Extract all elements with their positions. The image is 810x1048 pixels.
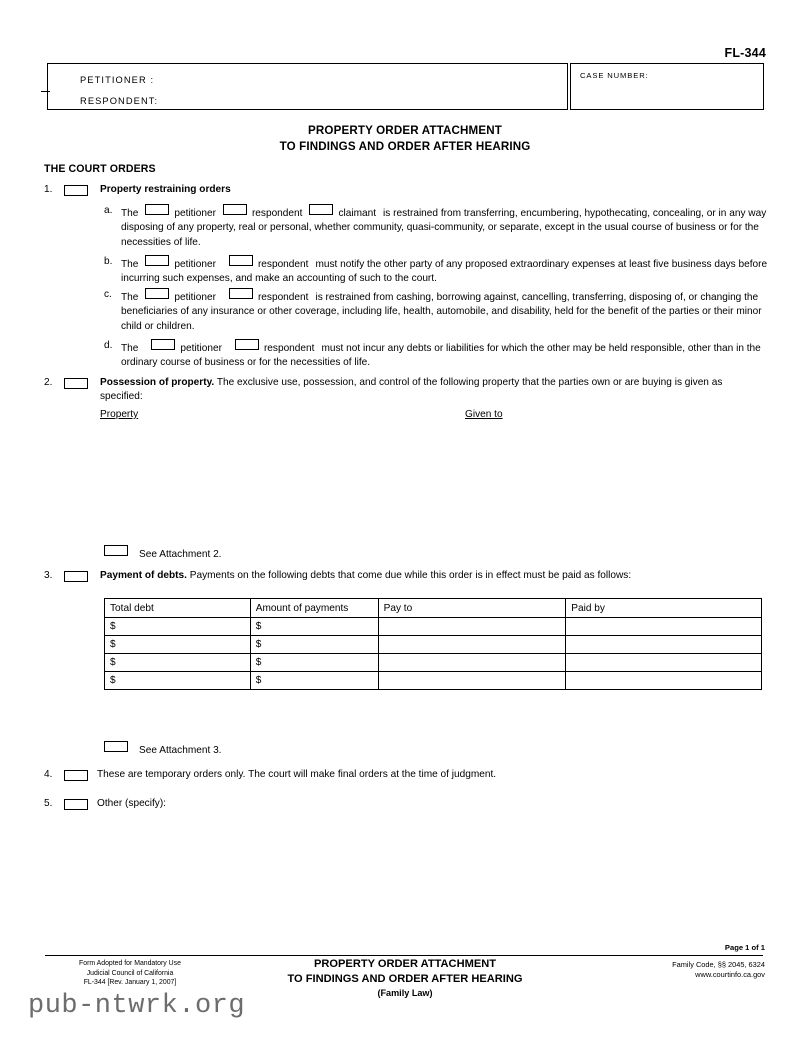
item-1c-petitioner-checkbox[interactable] <box>145 288 169 299</box>
case-number-label: CASE NUMBER: <box>580 71 649 80</box>
see-attachment-3-label: See Attachment 3. <box>139 745 222 756</box>
table-row <box>105 672 762 690</box>
item-1b-petitioner-label: petitioner <box>174 259 216 270</box>
see-attachment-2-label: See Attachment 2. <box>139 549 222 560</box>
debt-cell-paid-by[interactable] <box>566 654 762 672</box>
debt-col-header-total-debt: Total debt <box>105 599 251 618</box>
debt-cell-amount[interactable]: $ <box>250 654 378 672</box>
item-1c-text: is restrained from cashing, borrowing against, cancelling, transferring, disposing of, or changing the beneficiaries of any insurance or other coverage, including life, health, automobile, and disability, held for the benefit of the parties or their minor child or children. <box>121 292 762 332</box>
footer-divider <box>45 955 763 956</box>
item-2-checkbox[interactable] <box>64 378 88 389</box>
court-orders-heading: THE COURT ORDERS <box>44 163 156 175</box>
debt-cell-total[interactable]: $ <box>105 618 251 636</box>
item-1a-lead: The <box>121 208 139 219</box>
item-1a <box>104 204 776 250</box>
table-row <box>105 636 762 654</box>
item-3-checkbox[interactable] <box>64 571 88 582</box>
footer-form-revision: FL-344 [Rev. January 1, 2007] <box>83 979 177 987</box>
item-1d-letter: d. <box>104 340 113 351</box>
watermark: pub-ntwrk.org <box>28 991 246 1021</box>
footer-adoption-line2: Judicial Council of California <box>86 969 174 977</box>
see-attachment-3-row[interactable] <box>104 741 222 756</box>
respondent-label: RESPONDENT: <box>80 96 159 106</box>
debt-cell-paid-by[interactable] <box>566 636 762 654</box>
item-5 <box>44 797 764 811</box>
item-4-number: 4. <box>44 769 53 780</box>
item-1-heading: Property restraining orders <box>100 184 231 195</box>
item-4-checkbox[interactable] <box>64 770 88 781</box>
item-1-number: 1. <box>44 184 53 195</box>
item-1d-respondent-checkbox[interactable] <box>235 339 259 350</box>
debt-cell-total[interactable]: $ <box>105 654 251 672</box>
item-1b-text: must notify the other party of any proposed extraordinary expenses at least five business days before incurring such expenses, and make an accounting of such to the court. <box>121 259 768 285</box>
page-title <box>0 123 810 155</box>
debt-cell-paid-by[interactable] <box>566 672 762 690</box>
item-3-heading: Payment of debts. <box>100 570 187 581</box>
see-attachment-2-checkbox[interactable] <box>104 545 128 556</box>
item-1b-petitioner-checkbox[interactable] <box>145 255 169 266</box>
item-3-number: 3. <box>44 570 53 581</box>
item-1a-respondent-label: respondent <box>251 208 303 219</box>
item-1d-text: must not incur any debts or liabilities for which the other may be held responsible, other than in the ordinary course of business or for the necessities of life. <box>121 343 761 369</box>
debt-cell-total[interactable]: $ <box>105 672 251 690</box>
item-3-text: Payments on the following debts that come due while this order is in effect must be paid as follows: <box>189 570 632 581</box>
footer-title-line2: TO FINDINGS AND ORDER AFTER HEARING <box>287 972 523 985</box>
item-3 <box>44 569 774 583</box>
footer-title-line1: PROPERTY ORDER ATTACHMENT <box>313 958 497 970</box>
header-boxes <box>47 63 764 110</box>
item-2 <box>44 376 764 405</box>
payment-of-debts-table <box>104 598 762 690</box>
debt-cell-pay-to[interactable] <box>378 636 566 654</box>
debt-cell-amount[interactable]: $ <box>250 618 378 636</box>
page-indicator: Page 1 of 1 <box>724 943 765 952</box>
case-number-box[interactable] <box>570 63 764 110</box>
page-title-line2: TO FINDINGS AND ORDER AFTER HEARING <box>279 140 531 153</box>
debt-cell-total[interactable]: $ <box>105 636 251 654</box>
debt-cell-amount[interactable]: $ <box>250 672 378 690</box>
item-1c-letter: c. <box>104 289 112 300</box>
item-1d-petitioner-checkbox[interactable] <box>151 339 175 350</box>
debt-cell-amount[interactable]: $ <box>250 636 378 654</box>
page-title-line1: PROPERTY ORDER ATTACHMENT <box>308 124 502 137</box>
see-attachment-3-checkbox[interactable] <box>104 741 128 752</box>
item-1b-options <box>121 259 315 270</box>
possession-property-header: Property <box>100 409 139 420</box>
item-1a-petitioner-label: petitioner <box>174 208 216 219</box>
item-1b-respondent-label: respondent <box>257 259 309 270</box>
item-4-text: These are temporary orders only. The court will make final orders at the time of judgment. <box>97 769 497 780</box>
debt-col-header-paid-by: Paid by <box>566 599 762 618</box>
form-number: FL-344 <box>724 46 766 60</box>
debt-cell-pay-to[interactable] <box>378 654 566 672</box>
item-1a-respondent-checkbox[interactable] <box>223 204 247 215</box>
item-1d-lead: The <box>121 343 139 354</box>
item-2-number: 2. <box>44 377 53 388</box>
debt-table-header-row <box>105 599 762 618</box>
item-1c-respondent-label: respondent <box>257 292 309 303</box>
item-1d-petitioner-label: petitioner <box>180 343 222 354</box>
item-1b-lead: The <box>121 259 139 270</box>
item-1 <box>44 183 764 197</box>
item-2-heading: Possession of property. <box>100 377 215 388</box>
item-5-number: 5. <box>44 798 53 809</box>
item-1c <box>104 288 776 334</box>
footer-title-line3: (Family Law) <box>377 988 433 999</box>
debt-cell-pay-to[interactable] <box>378 672 566 690</box>
footer-legal-reference <box>672 960 765 981</box>
item-1a-claimant-checkbox[interactable] <box>309 204 333 215</box>
party-names-box[interactable] <box>47 63 568 110</box>
item-1-checkbox[interactable] <box>64 185 88 196</box>
petitioner-label: PETITIONER : <box>80 75 155 85</box>
item-1b-respondent-checkbox[interactable] <box>229 255 253 266</box>
item-1d-respondent-label: respondent <box>263 343 315 354</box>
table-row <box>105 618 762 636</box>
item-1a-petitioner-checkbox[interactable] <box>145 204 169 215</box>
item-1a-letter: a. <box>104 205 113 216</box>
item-1a-options <box>121 208 383 219</box>
item-1a-text: is restrained from transferring, encumbering, hypothecating, concealing, or in any way disposing of any property, real or personal, whether community, quasi-community, or separate, except in the usual course of business or for the necessities of life. <box>121 208 767 248</box>
debt-table-body <box>105 599 762 690</box>
item-5-checkbox[interactable] <box>64 799 88 810</box>
debt-cell-paid-by[interactable] <box>566 618 762 636</box>
footer-website: www.courtinfo.ca.gov <box>695 970 765 980</box>
item-1d-options <box>121 343 321 354</box>
item-1a-claimant-label: claimant <box>338 208 377 219</box>
item-1c-respondent-checkbox[interactable] <box>229 288 253 299</box>
footer-adoption-line1: Form Adopted for Mandatory Use <box>79 960 181 967</box>
item-2-text: The exclusive use, possession, and control of the following property that the parties own or are buying is given as specified: <box>100 377 723 403</box>
party-box-tick <box>41 91 50 92</box>
item-4 <box>44 768 764 782</box>
debt-col-header-pay-to: Pay to <box>378 599 566 618</box>
item-1c-options <box>121 292 315 303</box>
see-attachment-2-row[interactable] <box>104 545 222 560</box>
item-1d <box>104 339 776 371</box>
item-5-text: Other (specify): <box>97 798 166 809</box>
item-1b <box>104 255 776 287</box>
debt-cell-pay-to[interactable] <box>378 618 566 636</box>
item-1c-lead: The <box>121 292 139 303</box>
table-row <box>105 654 762 672</box>
item-1b-letter: b. <box>104 256 113 267</box>
footer-family-code: Family Code, §§ 2045, 6324 <box>672 960 765 969</box>
item-1c-petitioner-label: petitioner <box>174 292 216 303</box>
debt-col-header-amount: Amount of payments <box>250 599 378 618</box>
possession-given-to-header: Given to <box>465 409 503 420</box>
